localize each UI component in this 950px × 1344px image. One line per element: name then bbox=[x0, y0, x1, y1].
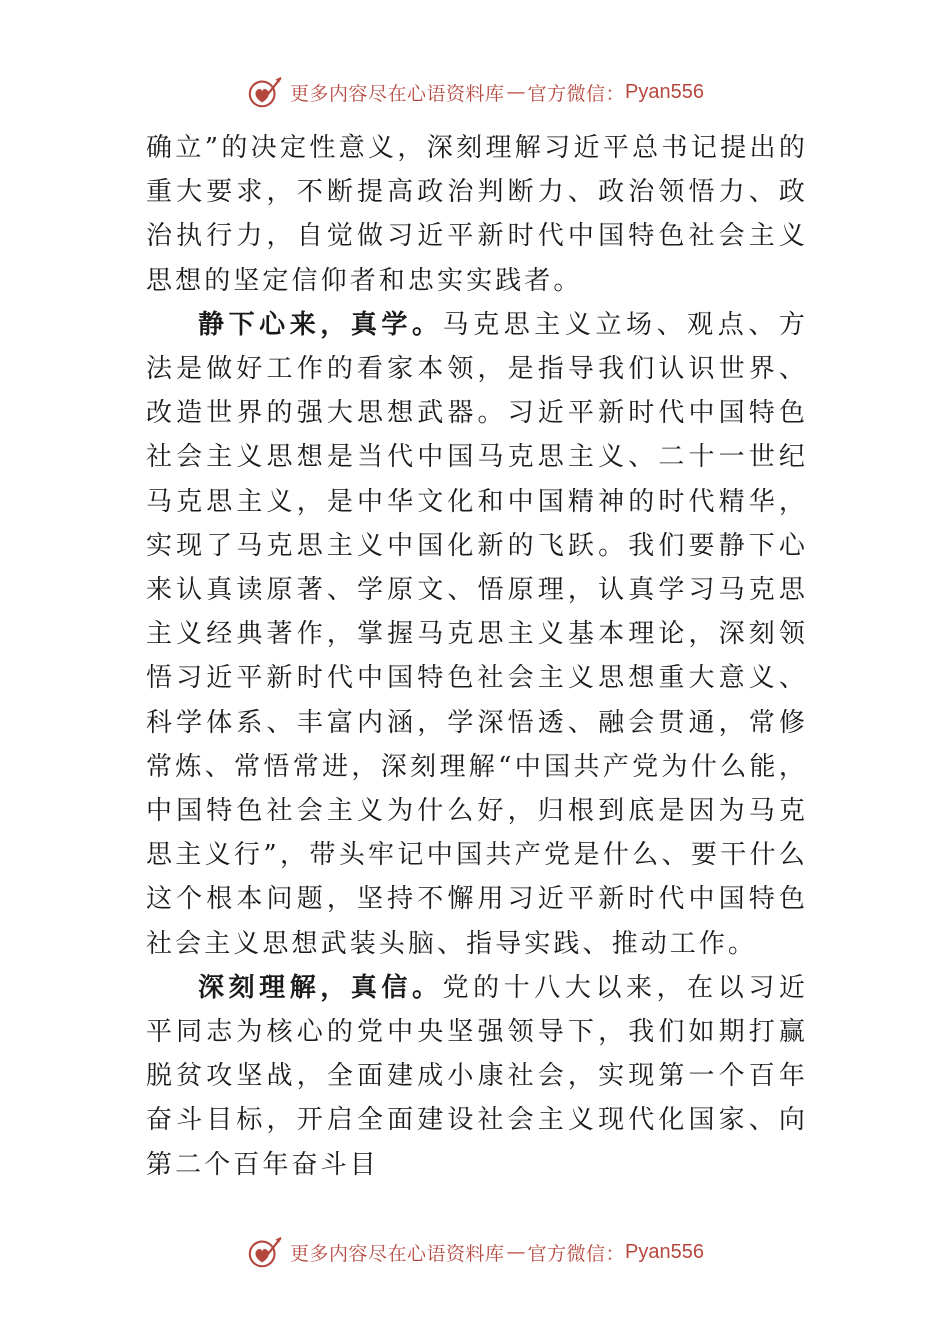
heart-quill-icon bbox=[246, 1233, 284, 1271]
footer-contact-label: 官方微信： bbox=[527, 1242, 626, 1265]
paragraph-2 bbox=[146, 303, 808, 966]
heart-quill-icon bbox=[246, 73, 284, 111]
header-brand-text: 更多内容尽在心语资料库 bbox=[290, 82, 505, 105]
paragraph-1-text: 确立”的决定性意义，深刻理解习近平总书记提出的重大要求，不断提高政治判断力、政治领悟力、政治执行力，自觉做习近平新时代中国特色社会主义思想的坚定信仰者和忠实实践者。 bbox=[146, 133, 808, 296]
document-body bbox=[146, 126, 808, 1187]
footer-brand-text: 更多内容尽在心语资料库 bbox=[290, 1242, 505, 1265]
header-contact-label: 官方微信： bbox=[527, 82, 626, 105]
header-separator: — bbox=[506, 81, 526, 103]
footer-contact-id: Pyan556 bbox=[625, 1240, 704, 1263]
paragraph-3-text: 党的十八大以来，在以习近平同志为核心的党中央坚强领导下，我们如期打赢脱贫攻坚战，全面建成小康社会，实现第一个百年奋斗目标，开启全面建设社会主义现代化国家、向第二个百年奋斗目 bbox=[146, 972, 808, 1180]
footer-banner bbox=[0, 1230, 950, 1274]
paragraph-2-text: 马克思主义立场、观点、方法是做好工作的看家本领，是指导我们认识世界、改造世界的强大思想武器。习近平新时代中国特色社会主义思想是当代中国马克思主义、二十一世纪马克思主义，是中华文化和中国精神的时代精华，实现了马克思主义中国化新的飞跃。我们要静下心来认真读原著、学原文、悟原理，认真学习马克思主义经典著作，掌握马克思主义基本理论，深刻领悟习近平新时代中国特色社会主义思想重大意义、科学体系、丰富内涵，学深悟透、融会贯通，常修常炼、常悟常进，深刻理解“中国共产党为什么能，中国特色社会主义为什么好，归根到底是因为马克思主义行”，带头牢记中国共产党是什么、要干什么这个根本问题，坚持不懈用习近平新时代中国特色社会主义思想武装头脑、指导实践、推动工作。 bbox=[146, 309, 808, 959]
header-contact-id: Pyan556 bbox=[625, 80, 704, 103]
header-banner bbox=[0, 70, 950, 114]
paragraph-3 bbox=[146, 966, 808, 1187]
paragraph-2-heading: 静下心来，真学。 bbox=[198, 309, 443, 340]
footer-separator: — bbox=[506, 1241, 526, 1263]
paragraph-1 bbox=[146, 126, 808, 303]
paragraph-3-heading: 深刻理解，真信。 bbox=[198, 972, 443, 1003]
